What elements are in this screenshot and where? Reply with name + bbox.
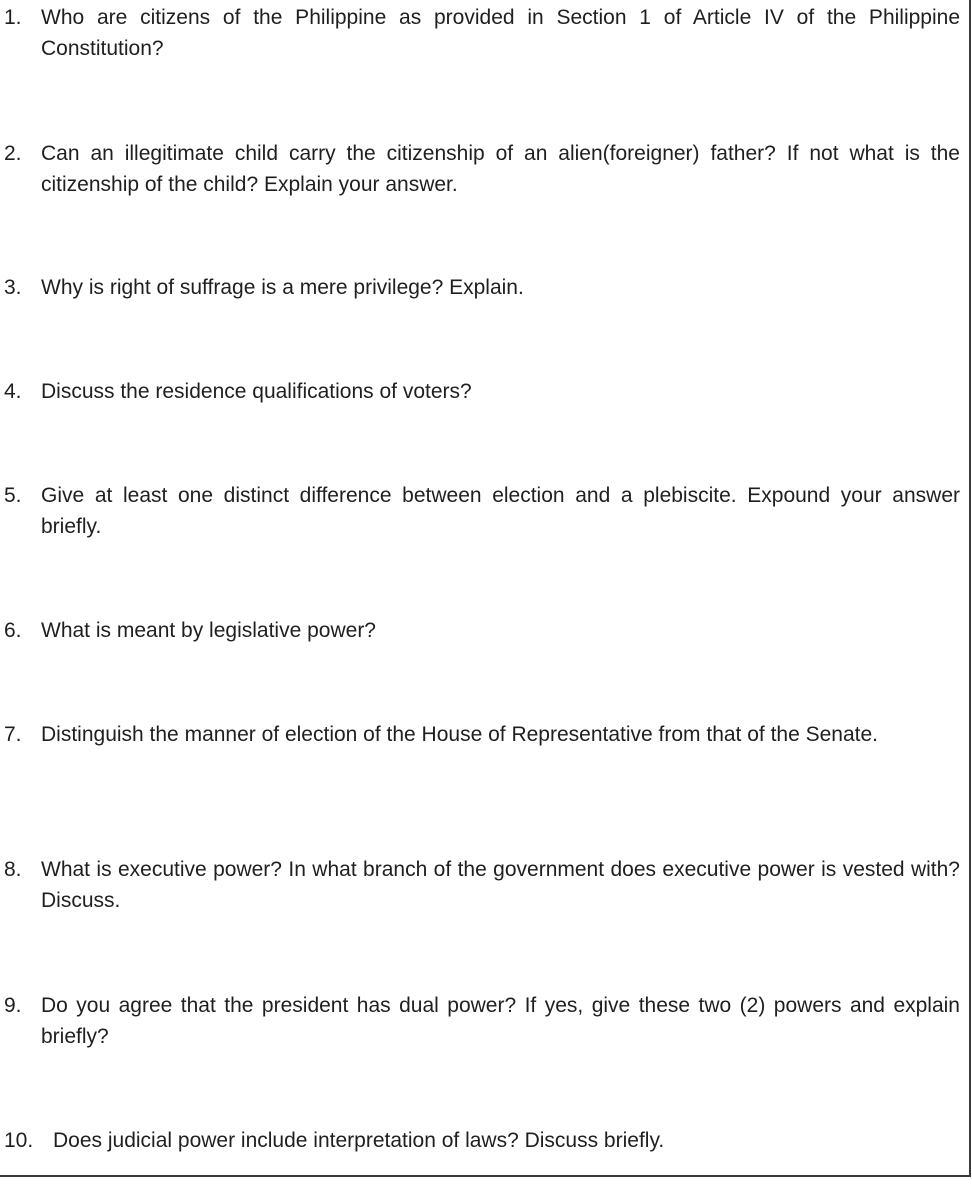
question-text: Discuss the residence qualifications of voters? bbox=[41, 380, 472, 403]
question-item bbox=[0, 719, 960, 750]
question-number: 6. bbox=[4, 619, 22, 642]
question-number: 1. bbox=[4, 6, 22, 29]
question-text: Can an illegitimate child carry the citizenship of an alien(foreigner) father? If not what is the citizenship of the child? Explain your answer. bbox=[41, 142, 960, 196]
question-item bbox=[0, 138, 960, 200]
question-text: What is meant by legislative power? bbox=[41, 619, 376, 642]
question-item bbox=[0, 376, 960, 407]
question-item bbox=[0, 480, 960, 542]
question-item bbox=[0, 990, 960, 1052]
question-number: 5. bbox=[4, 484, 22, 507]
question-text: Distinguish the manner of election of the House of Representative from that of the Senate. bbox=[41, 723, 878, 746]
question-number: 8. bbox=[4, 858, 22, 881]
question-text: Who are citizens of the Philippine as provided in Section 1 of Article IV of the Philippine Constitution? bbox=[41, 6, 960, 60]
question-item bbox=[0, 1125, 960, 1156]
question-number: 2. bbox=[4, 142, 22, 165]
question-item bbox=[0, 272, 960, 303]
question-text: Do you agree that the president has dual power? If yes, give these two (2) powers and explain briefly? bbox=[41, 994, 960, 1048]
question-text: What is executive power? In what branch of the government does executive power is vested with? Discuss. bbox=[41, 858, 960, 912]
question-item bbox=[0, 2, 960, 64]
question-number: 3. bbox=[4, 276, 22, 299]
question-number: 9. bbox=[4, 994, 22, 1017]
question-text: Does judicial power include interpretation of laws? Discuss briefly. bbox=[53, 1129, 665, 1152]
question-item bbox=[0, 615, 960, 646]
question-number: 4. bbox=[4, 380, 22, 403]
question-text: Give at least one distinct difference between election and a plebiscite. Expound your answer briefly. bbox=[41, 484, 960, 538]
question-item bbox=[0, 854, 960, 916]
question-text: Why is right of suffrage is a mere privilege? Explain. bbox=[41, 276, 524, 299]
question-number: 7. bbox=[4, 723, 22, 746]
question-number: 10. bbox=[4, 1129, 34, 1152]
